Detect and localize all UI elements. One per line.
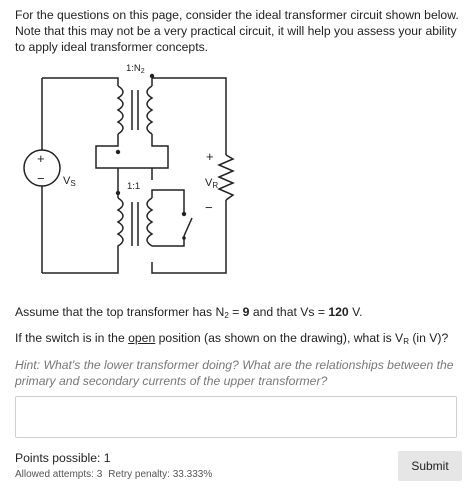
attempts-info: [15, 469, 218, 480]
hint-text: Hint: What's the lower transformer doing? What are the relationships between the primary and secondary currents of the upper transformer?: [15, 358, 454, 388]
top-primary-dot: [116, 150, 120, 154]
wire-right-top: [152, 78, 226, 155]
bottom-secondary-dot: [182, 212, 186, 216]
switch-wire-top: [152, 190, 184, 212]
top-secondary-coil: [147, 86, 152, 134]
resistor-minus: −: [205, 200, 213, 215]
resistor-plus: +: [206, 149, 214, 164]
bottom-primary-dot: [116, 191, 120, 195]
allowed-attempts: Allowed attempts: 3: [15, 469, 103, 480]
wire-bottom: [42, 262, 118, 273]
resistor-zigzag: [219, 155, 233, 200]
question-text: If the switch is in the open position (as shown on the drawing), what is $V_R$ (in V)?: [15, 331, 449, 346]
bottom-ratio-label: 1:1: [127, 181, 141, 192]
points-possible: Points possible: 1: [15, 451, 111, 465]
source-label: VS: [63, 175, 76, 188]
bottom-secondary-coil: [147, 198, 152, 246]
switch-wire-bottom: [152, 236, 184, 246]
top-primary-coil: [118, 86, 123, 134]
n2-value: 9: [242, 305, 250, 319]
switch-blade: [184, 218, 192, 236]
source-plus: +: [37, 151, 45, 166]
wire-right-bottom: [152, 200, 226, 273]
retry-penalty: Retry penalty: 33.333%: [108, 469, 213, 480]
intro-text: For the questions on this page, consider the ideal transformer circuit shown below. Note that this may not be a very practical circuit, it will help you assess your ability to apply ideal transformer concepts.: [15, 8, 459, 54]
submit-button[interactable]: Submit: [398, 451, 462, 481]
answer-input[interactable]: [15, 396, 457, 438]
bottom-primary-coil: [118, 198, 123, 262]
assumption-text: Assume that the top transformer has $N_2 = 9$ and that Vs = 120 V.: [15, 305, 363, 320]
resistor-label: VR: [205, 177, 219, 190]
vs-value: 120: [328, 305, 349, 319]
top-secondary-dot: [150, 74, 154, 78]
source-minus: −: [37, 171, 45, 186]
switch-contact-dot: [182, 236, 186, 240]
top-ratio-label: $1:N_2$: [126, 63, 145, 75]
wire-loop: [96, 134, 168, 168]
wire-top: [42, 78, 118, 86]
circuit-diagram: [0, 60, 474, 300]
